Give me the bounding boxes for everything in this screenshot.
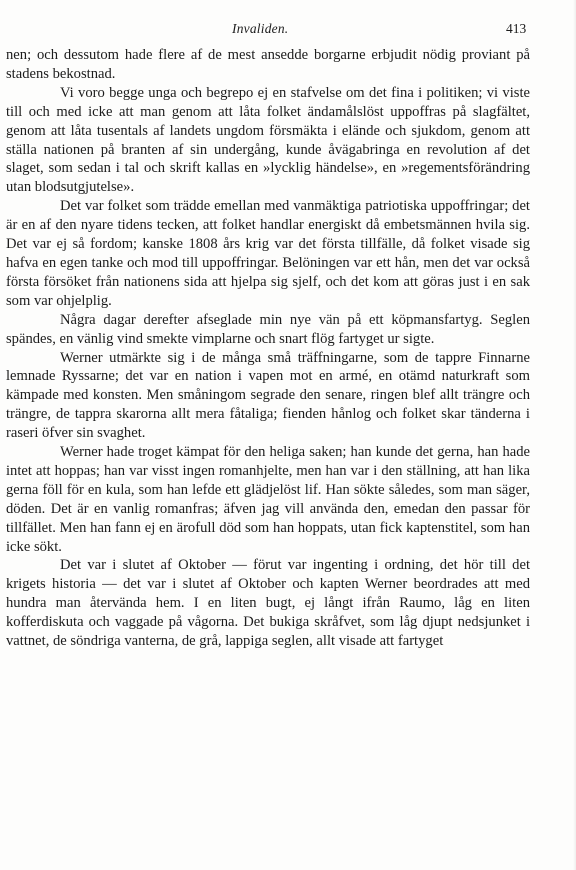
paragraph-1: nen; och dessutom hade flere af de mest ansedde borgarne erbjudit nödig proviant på stadens bekostnad. — [6, 47, 530, 82]
body-text — [6, 46, 530, 651]
paragraph-2: Vi voro begge unga och begrepo ej en stafvelse om det fina i politiken; vi viste till och med icke att man genom att låta folket ändamålslöst uppoffras på slagfältet, genom att låta tusentals af landets ungdom försmäkta i elände och sjukdom, genom att ställa nationen på branten af sin undergång, kunde åvägabringa en revolution af det slaget, som sedan i tal och skrift kallas en »lycklig händelse», en »regementsförändring utan blodsutgjutelse». — [6, 84, 530, 196]
paragraph-3: Det var folket som trädde emellan med vanmäktiga patriotiska uppoffringar; det är en af den nyare tidens tecken, att folket handlar energiskt då embetsmännen hvila sig. Det var ej så fordom; kanske 1808 års krig var det första tillfälle, då folket visade sig hafva en egen tanke och mod till uppoffringar. Belöningen var ett hån, men det var också första försöket från nationens sida att hjelpa sig sjelf, och det kom att göras just i en sak som var ohjelplig. — [6, 198, 530, 309]
page-header — [0, 21, 576, 41]
paragraph-5: Werner utmärkte sig i de många små träffningarne, som de tappre Finnarne lemnade Ryssarne; det var en nation i vapen mot en armé, en otämd naturkraft som kämpade med konsten. Men småningom segrade den senare, ringen blef allt trängre och trängre, de tappra skarorna allt mera fåtaliga; fienden hånlog och folket skar tänderna i raseri öfver sin svaghet. — [6, 349, 530, 442]
paragraph-4: Några dagar derefter afseglade min nye vän på ett köpmansfartyg. Seglen spändes, en vänlig vind smekte vimplarne och snart flög fartyget ur sigte. — [6, 311, 530, 347]
running-title: Invaliden. — [232, 21, 289, 36]
paragraph-6: Werner hade troget kämpat för den heliga saken; han kunde det gerna, han hade intet att hoppas; han var visst ingen romanhjelte, men han var i den ställning, att han lika gerna föll för en kula, som han lefde ett glädjelöst lif. Han sökte således, som man säger, döden. Det är en vanlig romanfras; äfven jag vill använda den, emedan den passar för tillfället. Men han fann ej en ärofull död som han hoppats, utan fick kaptenstitel, som han icke sökt. — [6, 444, 530, 555]
page-number: 413 — [506, 21, 527, 36]
paragraph-7: Det var i slutet af Oktober — förut var ingenting i ordning, det hör till det krigets historia — det var i slutet af Oktober och kapten Werner beordrades att med hundra man återvända hem. I en liten bugt, ej långt ifrån Raumo, låg en liten kofferdiskuta och vaggade på vågorna. Det bukiga skråfvet, som låg djupt nedsjunket i vattnet, de söndriga vanterna, de grå, lappiga seglen, allt visade att fartyget — [6, 557, 530, 650]
